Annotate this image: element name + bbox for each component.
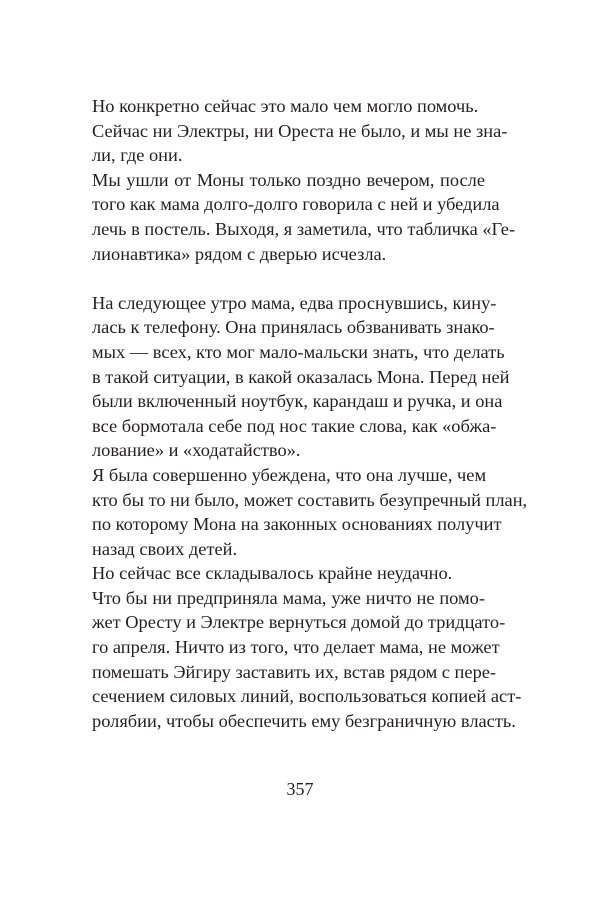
paragraph: [92, 463, 528, 561]
text-line: На следующее утро мама, едва проснувшись, кину-: [92, 292, 497, 313]
text-line: Но сейчас все складывалось крайне неудачно.: [92, 563, 453, 584]
text-line: в такой ситуации, в какой оказалась Мона. Перед ней: [92, 366, 510, 387]
text-line: по которому Мона на законных основаниях получит: [92, 514, 502, 535]
text-line: Что бы ни предприняла мама, уже ничто не помо-: [92, 587, 485, 608]
paragraph: [92, 291, 510, 463]
section-break: [92, 266, 485, 291]
text-line: назад своих детей.: [92, 538, 238, 559]
paragraph: [92, 168, 516, 266]
text-line: лионавтика» рядом с дверью исчезла.: [92, 243, 387, 264]
paragraph: [92, 586, 522, 734]
text-line: жет Оресту и Электре вернуться домой до тридцато-: [92, 612, 506, 633]
text-line: были включенный ноутбук, карандаш и ручка, и она: [92, 391, 503, 412]
text-line: мых — всех, кто мог мало-мальски знать, что делать: [92, 341, 505, 362]
text-line: лование» и «ходатайство».: [92, 440, 301, 461]
paragraph: [92, 561, 485, 586]
text-line: ли, где они.: [92, 145, 183, 166]
paragraph: [92, 94, 485, 119]
book-page-text: [92, 94, 528, 733]
text-line: лась к телефону. Она принялась обзванивать знако-: [92, 317, 495, 338]
page-number: 357: [286, 779, 314, 799]
text-line: Сейчас ни Электры, ни Ореста не было, и мы не зна-: [92, 120, 508, 141]
text-line: сечением силовых линий, воспользоваться копией аст-: [92, 686, 522, 707]
text-line: Но конкретно сейчас это мало чем могло помочь.: [92, 96, 479, 116]
text-line: все бормотала себе под нос такие слова, как «обжа-: [92, 415, 497, 436]
text-line: Мы ушли от Моны только поздно вечером, после: [92, 169, 485, 190]
text-line: кто бы то ни было, может составить безупречный план,: [92, 489, 528, 510]
text-line: того как мама долго-долго говорила с ней и убедила: [92, 194, 500, 215]
text-line: Я была совершенно убеждена, что она лучше, чем: [92, 464, 487, 485]
text-line: го апреля. Ничто из того, что делает мама, не может: [92, 637, 500, 658]
text-line: лечь в постель. Выходя, я заметила, что табличка «Ге-: [92, 218, 516, 239]
text-line: ролябии, чтобы обеспечить ему безграничную власть.: [92, 710, 516, 731]
paragraph: [92, 119, 508, 168]
text-line: помешать Эйгиру заставить их, встав рядом с пере-: [92, 661, 497, 682]
